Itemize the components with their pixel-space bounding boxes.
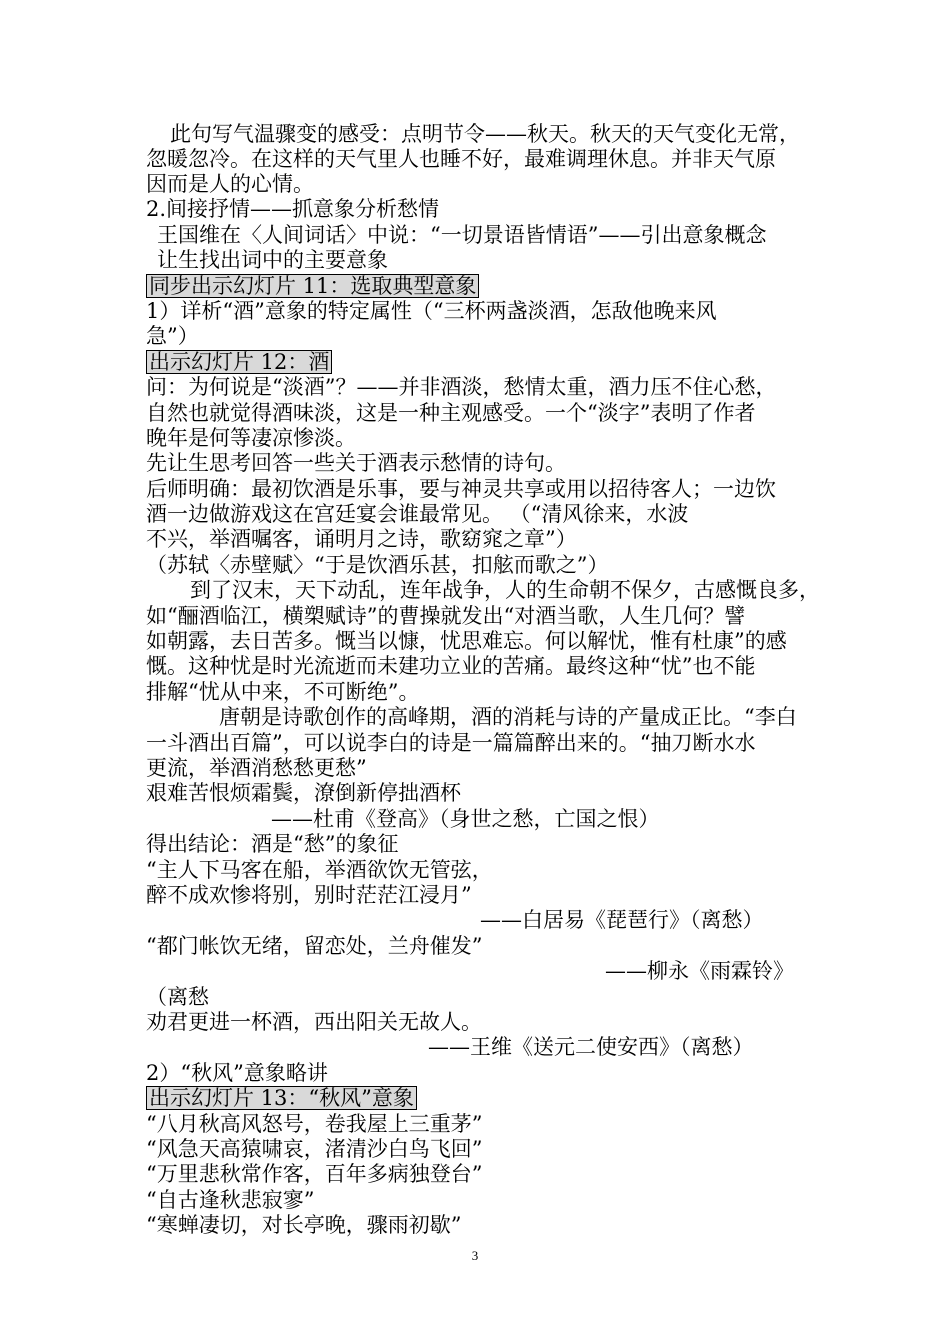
body-text-line: 酒一边做游戏这在宫廷宴会谁最常见。 （“清风徐来，水波 <box>146 502 689 526</box>
section-heading: 2.间接抒情——抓意象分析愁情 <box>146 197 440 221</box>
slide-label-text: 出示幻灯片 12：酒 <box>146 350 332 374</box>
slide-label-text: 同步出示幻灯片 11：选取典型意象 <box>146 274 479 298</box>
body-text-line: 急”） <box>146 324 199 348</box>
poem-attribution: ——白居易《琵琶行》（离愁） <box>480 908 764 932</box>
poem-line: 艰难苦恨烦霜鬓，潦倒新停拙酒杯 <box>146 781 461 805</box>
body-text-line: 不兴，举酒嘱客，诵明月之诗，歌窈窕之章”） <box>146 527 577 551</box>
slide-label-11 <box>146 273 479 299</box>
body-text-line: （苏轼〈赤壁赋〉“于是饮酒乐甚，扣舷而歌之”） <box>146 553 609 577</box>
body-text-line: 晚年是何等凄凉惨淡。 <box>146 426 356 450</box>
slide-label-13 <box>146 1085 417 1111</box>
body-text-line: 先让生思考回答一些关于酒表示愁情的诗句。 <box>146 451 566 475</box>
body-text-line: 排解“忧从中来，不可断绝”。 <box>146 680 420 704</box>
subsection-heading: 1）详析“酒”意象的特定属性（“三杯两盏淡酒，怎敌他晚来风 <box>146 299 717 323</box>
slide-label-12 <box>146 349 332 375</box>
body-text-line: 忽暖忽冷。在这样的天气里人也睡不好，最难调理休息。并非天气原 <box>146 147 776 171</box>
body-text-line: 因而是人的心情。 <box>146 172 314 196</box>
body-text-line: 如“酾酒临江，横槊赋诗”的曹操就发出“对酒当歌，人生几何？譬 <box>146 604 746 628</box>
body-text-line: 此句写气温骤变的感受：点明节令——秋天。秋天的天气变化无常， <box>170 122 800 146</box>
body-text-line: 慨。这种忧是时光流逝而未建功立业的苦痛。最终这种“忧”也不能 <box>146 654 756 678</box>
poem-attribution: ——柳永《雨霖铃》 <box>605 959 794 983</box>
body-text-line: 唐朝是诗歌创作的高峰期，酒的消耗与诗的产量成正比。“李白 <box>219 705 797 729</box>
body-text-line: 如朝露，去日苦多。慨当以慷，忧思难忘。何以解忧，惟有杜康”的感 <box>146 629 787 653</box>
poem-line: “风急天高猿啸哀，渚清沙白鸟飞回” <box>146 1137 483 1161</box>
poem-attribution: ——杜甫《登高》（身世之愁，亡国之恨） <box>271 807 660 831</box>
poem-attribution: ——王维《送元二使安西》（离愁） <box>428 1035 754 1059</box>
body-text-line: （离愁 <box>146 985 209 1009</box>
body-text-line: 得出结论：酒是“愁”的象征 <box>146 832 399 856</box>
poem-line: “万里悲秋常作客，百年多病独登台” <box>146 1162 483 1186</box>
body-text-line: 一斗酒出百篇”，可以说李白的诗是一篇篇醉出来的。“抽刀断水水 <box>146 731 756 755</box>
body-text-line: 王国维在〈人间词话〉中说：“一切景语皆情语”——引出意象概念 <box>157 223 767 247</box>
body-text-line: 更流，举酒消愁愁更愁” <box>146 756 367 780</box>
page-number: 3 <box>471 1248 479 1263</box>
body-text-line: 到了汉末，天下动乱，连年战争，人的生命朝不保夕，古感慨良多， <box>190 578 820 602</box>
poem-line: “主人下马客在船，举酒欲饮无管弦， <box>146 858 493 882</box>
poem-line: 醉不成欢惨将别，别时茫茫江浸月” <box>146 883 472 907</box>
poem-line: “自古逢秋悲寂寥” <box>146 1188 315 1212</box>
subsection-heading: 2）“秋风”意象略讲 <box>146 1061 328 1085</box>
poem-line: “都门帐饮无绪，留恋处，兰舟催发” <box>146 934 483 958</box>
body-text-line: 让生找出词中的主要意象 <box>157 248 388 272</box>
body-text-line: 问：为何说是“淡酒”？——并非酒淡，愁情太重，酒力压不住心愁， <box>146 375 777 399</box>
body-text-line: 自然也就觉得酒味淡，这是一种主观感受。一个“淡字”表明了作者 <box>146 401 756 425</box>
poem-line: “八月秋高风怒号，卷我屋上三重茅” <box>146 1112 483 1136</box>
body-text-line: 后师明确：最初饮酒是乐事，要与神灵共享或用以招待客人；一边饮 <box>146 477 776 501</box>
poem-line: “寒蝉凄切，对长亭晚，骤雨初歇” <box>146 1213 462 1237</box>
poem-line: 劝君更进一杯酒，西出阳关无故人。 <box>146 1010 482 1034</box>
slide-label-text: 出示幻灯片 13：“秋风”意象 <box>146 1086 417 1110</box>
